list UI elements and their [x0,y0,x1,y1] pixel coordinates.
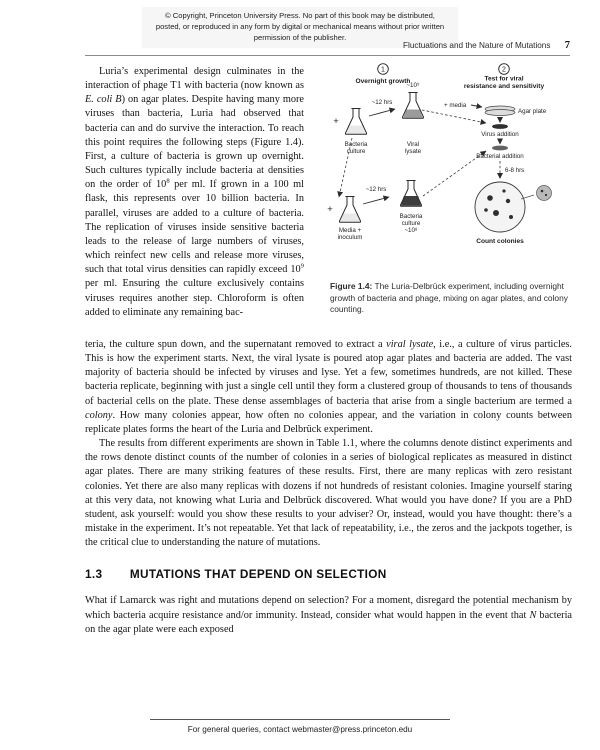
label-12hrs-top: ~12 hrs [371,99,393,106]
bacteria-culture-dark-flask-icon [400,181,421,207]
step-2-title-line1: Test for viral [484,75,524,83]
colony-dot [545,194,547,196]
running-header [85,40,570,51]
petri-dish-icon [475,182,525,232]
colony-dot [509,215,513,219]
section-number: 1.3 [85,567,103,582]
label-lysate: lysate [404,148,422,155]
label-media-line1: Media + [338,227,362,234]
label-bacterial-addition: Bacterial addition [476,153,524,160]
footer-rule [150,719,450,720]
colony-dot [502,189,505,192]
figure-1-4 [314,60,572,273]
label-10e9: ~10⁹ [406,82,420,89]
label-6-8-hrs: 6-8 hrs [505,167,525,174]
header-rule [85,55,570,56]
arrow-12hrs-bottom [363,197,389,204]
dashed-arrow-bacteria-to-plate [423,151,486,196]
footer-contact: For general queries, contact webmaster@press.princeton.edu [187,725,413,734]
label-10e8: ~10⁸ [404,227,418,234]
section-title: MUTATIONS THAT DEPEND ON SELECTION [129,567,387,582]
colony-zoom-icon [537,186,552,201]
colony-dot [484,208,488,212]
page-number: 7 [564,40,570,51]
plus-sign-bottom: + [327,204,333,215]
lower-text-block [85,338,572,637]
step-1-number: 1 [381,66,385,74]
label-virus-addition: Virus addition [481,131,519,138]
left-text-column [85,65,304,320]
colony-dot [506,199,510,203]
virus-addition-icon [492,124,508,129]
step-2-number: 2 [502,66,506,74]
copyright-notice: © Copyright, Princeton University Press. No part of this book may be distributed, posted, or reproduced in any form by digital or mechanical means without prior written permission of the publisher. [142,7,458,48]
label-count-colonies: Count colonies [476,238,524,245]
paragraph-1-continued: teria, the culture spun down, and the supernatant removed to extract a viral lysate, i.e., a culture of virus particles. This is how the experiment starts. Next, the viral lysate is poured atop agar plates and bacteria are added. The vast majority of bacteria should be infected by viruses and lyse. Yet a few, sometimes hundreds, are not killed. These bacteria replicate, beginning with just a single cell until they form a clustered group of thousands to tens of thousands of bacterial cells on the plate. These dense assemblages of bacteria that arise from a single bacterium are termed a colony. How many colonies appear, how often no colonies appear, and the variation in colony counts between replicate plates forms the heart of the Luria and Delbrück experiment. [85,339,572,435]
colony-dot [487,195,493,201]
paragraph-3: What if Lamarck was right and mutations depend on selection? For a moment, disregard the potential mechanism by which bacteria acquire resistance and/or immunity. Instead, consider what would happen in the event that N bacteria on the agar plate were each exposed [85,595,572,635]
paragraph-2: The results from different experiments are shown in Table 1.1, where the columns denote distinct experiments and the rows denote distinct counts of the number of colonies in a series of biological replicates as measured in distinct agar plates. There are many striking features of these results. First, there are many replicas with zero resistant colonies. Yet there are also many replicas with dozens if not hundreds of resistant colonies. Imagine yourself staring at this very data, not knowing what Luria and Delbrück discovered. What would you have done? If you are a PhD student, ask yourself: would you show these results to your adviser? Or, instead, would you have thought: there’s a mistake in the experiment. It’s not repeatable. Yet that lack of repeatability, i.e., the zeros and the jackpots together, is the critical clue to understanding the nature of mutations. [85,438,572,549]
paragraph-1: Luria’s experimental design culminates in the interaction of phage T1 with bacteria (now known as E. coli B) on agar plates. Despite having many more viruses than bacteria, Luria had observed that bacteria can and do survive the interaction. To reach this point requires the following steps (Figure 1.4). First, a culture of bacteria is grown up overnight. Such cultures typically include bacteria at densities on the order of $10^8$ per ml. If grown in a 100 ml flask, this represents over 10 billion bacteria. In parallel, viruses are added to a culture of bacteria. The replication of viruses inside sensitive bacteria leads to the release of large numbers of viruses, which reinfect new cells and release more viruses, such that total virus densities can rapidly exceed $10^9$ per ml. Ensuring the culture exclusively contains viruses requires another step. Chloroform is often added to eliminate any remaining bac- [85,66,305,318]
media-inoculum-flask-icon [339,197,360,223]
arrow-12hrs-top [369,109,395,116]
agar-plate-icon-base [485,110,515,116]
label-viral: Viral [406,141,420,148]
colony-dot [541,190,544,193]
label-culture-top-1: culture [346,148,366,155]
running-header-title: Fluctuations and the Nature of Mutations [403,41,551,50]
label-plus-media: + media [444,102,467,109]
plus-sign: + [333,116,339,127]
colony-dot [493,210,499,216]
step-1-title: Overnight growth [355,78,411,85]
viral-lysate-flask-icon [402,93,423,119]
label-bacteria-bottom: Bacteria [399,213,423,220]
label-culture-bottom: culture [401,220,421,227]
bacterial-addition-icon [492,146,508,151]
luria-delbruck-diagram [314,60,572,268]
section-heading [85,567,572,581]
step-2-title-line2: resistance and sensitivity [463,83,545,90]
dashed-arrow-lysate-to-plate [422,110,486,123]
figure-caption: Figure 1.4: The Luria-Delbrück experiment, including overnight growth of bacteria and phage, mixing on agar plates, and colony counting. [330,281,568,315]
label-bacteria-top-1: Bacteria [344,141,368,148]
label-12hrs-bottom: ~12 hrs [365,186,387,193]
bacteria-culture-flask-icon [345,109,366,135]
arrow-media-to-plate [471,105,482,107]
label-agar-plate: Agar plate [518,108,547,115]
label-media-line2: inoculum [337,234,363,241]
